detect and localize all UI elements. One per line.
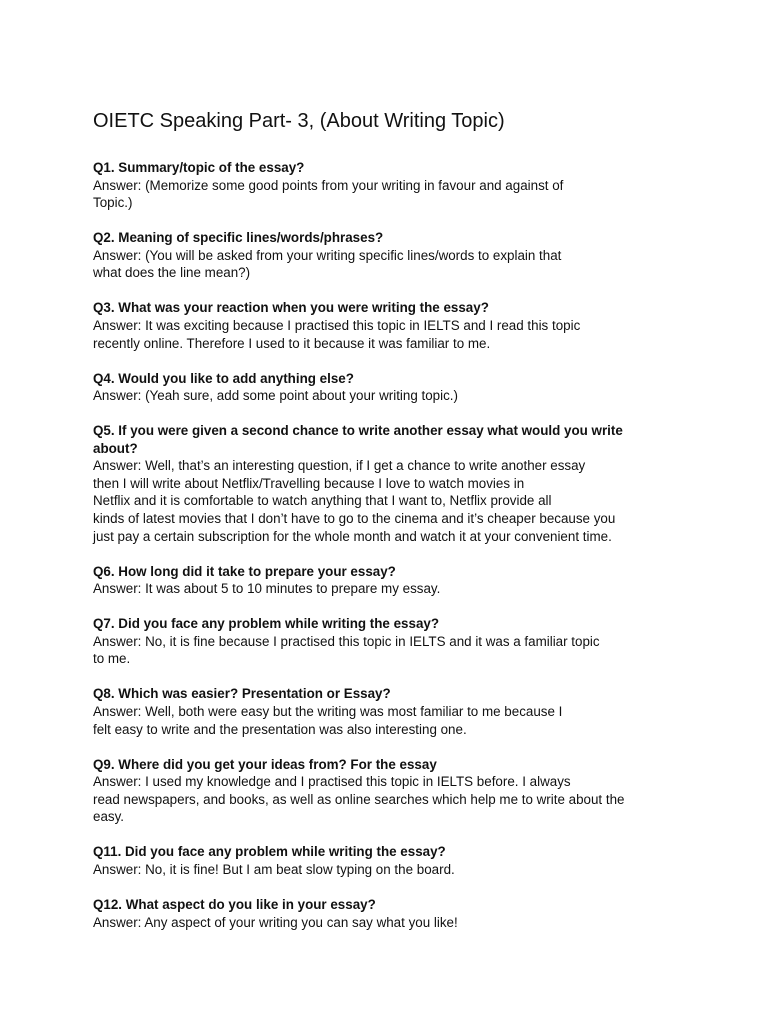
answer-text: Answer: No, it is fine because I practised this topic in IELTS and it was a familiar topic	[93, 633, 600, 649]
answer-text: Answer: It was exciting because I practised this topic in IELTS and I read this topic	[93, 317, 581, 333]
answer-text: recently online. Therefore I used to it because it was familiar to me.	[93, 335, 491, 351]
question-text: Q11. Did you face any problem while writing the essay?	[93, 844, 446, 860]
answer-text: Answer: (You will be asked from your writing specific lines/words to explain that	[93, 247, 562, 263]
question-text: Q12. What aspect do you like in your essay?	[93, 896, 376, 912]
answer-text: Answer: Any aspect of your writing you can say what you like!	[93, 914, 458, 930]
document-title: OIETC Speaking Part- 3, (About Writing Topic)	[93, 110, 505, 132]
answer-text: Answer: I used my knowledge and I practised this topic in IELTS before. I always	[93, 774, 571, 790]
answer-text: Answer: Well, that’s an interesting question, if I get a chance to write another essay	[93, 458, 586, 474]
answer-text: Answer: (Yeah sure, add some point about your writing topic.)	[93, 388, 458, 404]
qa-item	[93, 299, 683, 352]
qa-item	[93, 756, 683, 826]
qa-item	[93, 563, 683, 598]
answer-text: read newspapers, and books, as well as online searches which help me to write about the	[93, 791, 625, 807]
question-text: Q3. What was your reaction when you were writing the essay?	[93, 300, 489, 316]
answer-text: felt easy to write and the presentation was also interesting one.	[93, 721, 467, 737]
qa-item	[93, 843, 683, 878]
question-text: Q5. If you were given a second chance to write another essay what would you write	[93, 423, 623, 439]
question-text: Q8. Which was easier? Presentation or Essay?	[93, 686, 391, 702]
qa-item	[93, 896, 683, 931]
answer-text: Answer: Well, both were easy but the writing was most familiar to me because I	[93, 703, 563, 719]
answer-text: easy.	[93, 809, 125, 825]
answer-text: kinds of latest movies that I don’t have to go to the cinema and it’s cheaper because you	[93, 511, 616, 527]
answer-text: Topic.)	[93, 195, 133, 211]
question-text: Q9. Where did you get your ideas from? For the essay	[93, 756, 437, 772]
qa-item	[93, 229, 683, 282]
qa-item	[93, 615, 683, 668]
answer-text: Answer: It was about 5 to 10 minutes to prepare my essay.	[93, 581, 441, 597]
question-text: Q2. Meaning of specific lines/words/phrases?	[93, 230, 384, 246]
question-text: Q1. Summary/topic of the essay?	[93, 160, 305, 175]
answer-text: what does the line mean?)	[93, 265, 251, 281]
question-text: Q6. How long did it take to prepare your essay?	[93, 563, 396, 579]
qa-list	[93, 159, 683, 931]
qa-item	[93, 422, 683, 545]
answer-text: Answer: No, it is fine! But I am beat slow typing on the board.	[93, 861, 455, 877]
qa-item	[93, 159, 683, 212]
answer-text: just pay a certain subscription for the whole month and watch it at your convenient time.	[93, 528, 612, 544]
question-text: Q7. Did you face any problem while writing the essay?	[93, 616, 440, 632]
question-text: about?	[93, 440, 138, 456]
answer-text: to me.	[93, 651, 131, 667]
question-text: Q4. Would you like to add anything else?	[93, 370, 354, 386]
qa-item	[93, 685, 683, 738]
answer-text: then I will write about Netflix/Travelling because I love to watch movies in	[93, 475, 525, 491]
qa-item	[93, 370, 683, 405]
document-page	[93, 108, 683, 948]
answer-text: Answer: (Memorize some good points from your writing in favour and against of	[93, 177, 564, 193]
answer-text: Netflix and it is comfortable to watch anything that I want to, Netflix provide all	[93, 493, 552, 509]
